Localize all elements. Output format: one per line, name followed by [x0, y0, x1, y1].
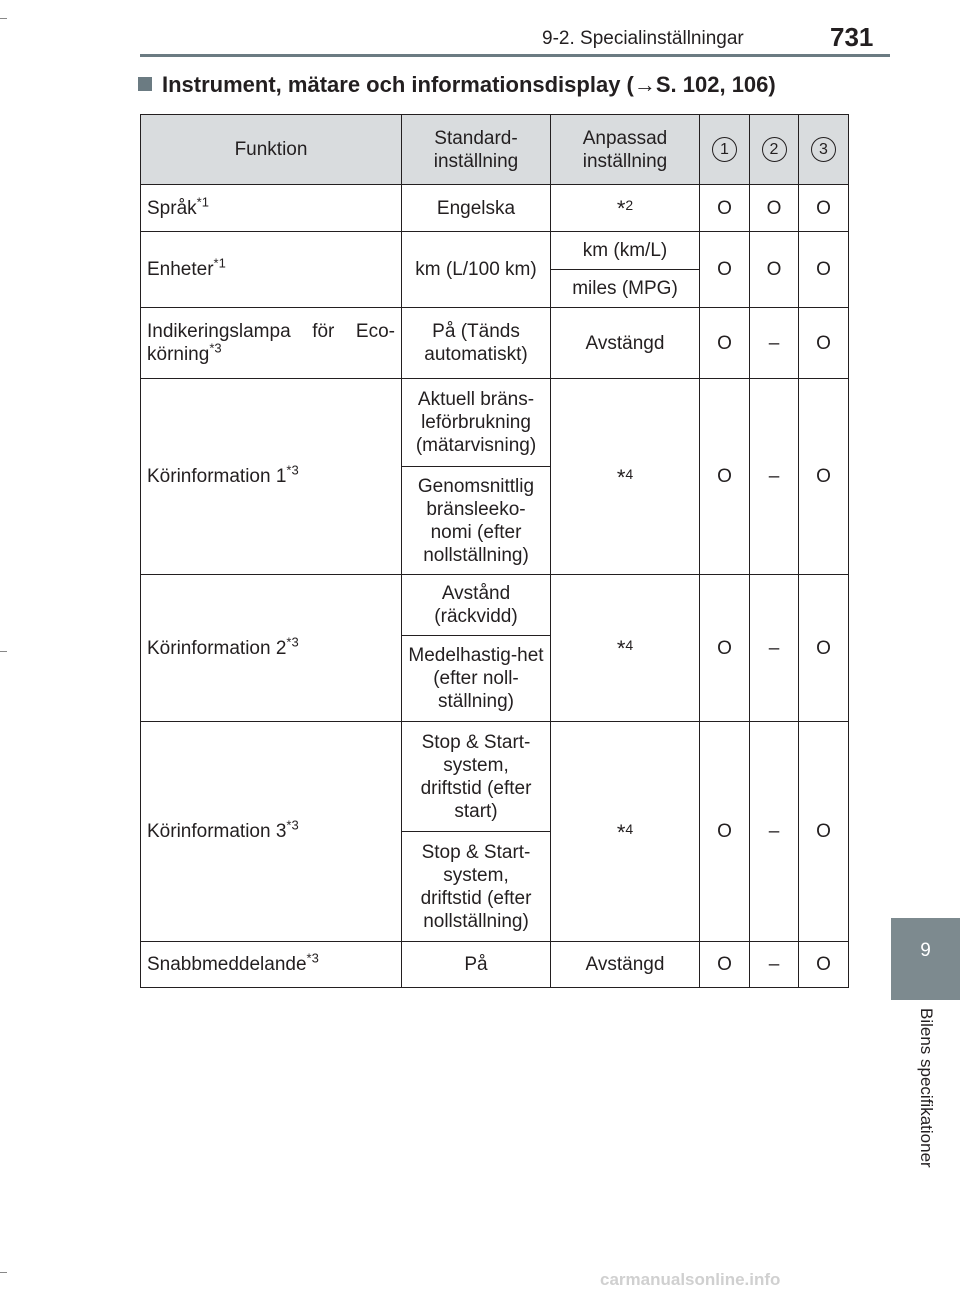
cell-c1: O: [700, 185, 750, 232]
cell-standard: Engelska: [402, 185, 551, 232]
chapter-label-tab: [891, 1000, 960, 1303]
cell-c1: O: [700, 722, 750, 942]
table-row: [141, 722, 849, 832]
cell-standard: km (L/100 km): [402, 232, 551, 308]
circled-number-1: 1: [712, 137, 737, 162]
cell-anpassad: miles (MPG): [551, 270, 700, 308]
cell-anpassad: [551, 379, 700, 575]
footnote-ref: *3: [286, 462, 299, 478]
cell-anpassad: [551, 722, 700, 942]
cell-anpassad: km (km/L): [551, 232, 700, 270]
cell-funktion: [141, 722, 402, 942]
settings-table: [140, 114, 849, 988]
funktion-text: Språk: [147, 197, 197, 219]
square-bullet-icon: [138, 77, 152, 91]
cell-standard: På: [402, 942, 551, 988]
cell-standard: Medelhastig-het (efter noll-ställning): [402, 636, 551, 722]
page-number: 731: [830, 22, 874, 52]
funktion-text: Körinformation 1: [147, 466, 287, 487]
footnote-ref: *1: [213, 255, 226, 271]
cell-anpassad: Avstängd: [551, 942, 700, 988]
table-header-row: [141, 115, 849, 185]
funktion-text: Körinformation 3: [147, 821, 287, 842]
table-row: [141, 942, 849, 988]
cell-c2: –: [750, 575, 799, 722]
footnote-number: 4: [625, 465, 634, 482]
cell-c3: O: [799, 575, 849, 722]
chapter-label: Bilens specifikationer: [916, 1008, 936, 1168]
crop-mark: [0, 651, 7, 652]
table-row: [141, 185, 849, 232]
cell-c3: O: [799, 942, 849, 988]
funktion-text: Snabbmeddelande: [147, 954, 307, 975]
cell-funktion: [141, 308, 402, 379]
cell-c2: –: [750, 722, 799, 942]
cell-funktion: [141, 942, 402, 988]
footnote-ref: *1: [196, 194, 209, 210]
cell-standard: Aktuell bräns-leförbrukning (mätarvisning): [402, 379, 551, 467]
cell-c2: –: [750, 942, 799, 988]
cell-anpassad: Avstängd: [551, 308, 700, 379]
cell-funktion: [141, 185, 402, 232]
cell-c2: –: [750, 379, 799, 575]
footnote-ref: *3: [306, 950, 319, 966]
chapter-number: 9: [920, 940, 931, 961]
col-header-standard: Standard- inställning: [402, 115, 551, 185]
cell-anpassad: [551, 185, 700, 232]
footnote-asterisk: *: [616, 464, 626, 490]
cell-c3: O: [799, 308, 849, 379]
cell-funktion: [141, 379, 402, 575]
footnote-asterisk: *: [616, 819, 626, 845]
table-row: [141, 232, 849, 270]
funktion-text: Enheter: [147, 259, 214, 280]
col-header-2: [750, 115, 799, 185]
footnote-ref: *3: [286, 817, 299, 833]
cell-standard: På (Tänds automatiskt): [402, 308, 551, 379]
crop-mark: [0, 18, 7, 19]
section-title-text: Instrument, mätare och informationsdisplay (→S. 102, 106): [162, 72, 776, 97]
cell-c2: –: [750, 308, 799, 379]
cell-c1: O: [700, 942, 750, 988]
header-rule: [140, 54, 890, 57]
footnote-asterisk: *: [616, 196, 626, 221]
col-header-3: [799, 115, 849, 185]
col-header-1: [700, 115, 750, 185]
cell-c1: O: [700, 575, 750, 722]
cell-c3: O: [799, 379, 849, 575]
circled-number-2: 2: [762, 137, 787, 162]
cell-standard: Avstånd (räckvidd): [402, 575, 551, 636]
cell-funktion: [141, 232, 402, 308]
circled-number-3: 3: [811, 137, 836, 162]
cell-c1: O: [700, 308, 750, 379]
cell-standard: Stop & Start-system, driftstid (efter nollställning): [402, 832, 551, 942]
table-row: [141, 379, 849, 467]
col-header-funktion: Funktion: [141, 115, 402, 185]
cell-c1: O: [700, 232, 750, 308]
crop-mark: [0, 1272, 7, 1273]
table-row: [141, 308, 849, 379]
cell-c1: O: [700, 379, 750, 575]
footnote-asterisk: *: [616, 636, 626, 661]
cell-anpassad: [551, 575, 700, 722]
section-title: [138, 72, 776, 98]
cell-c3: O: [799, 232, 849, 308]
cell-c3: O: [799, 185, 849, 232]
cell-standard: Genomsnittlig bränsleeko-nomi (efter nollställning): [402, 467, 551, 575]
footnote-ref: *3: [209, 340, 222, 356]
section-heading: 9-2. Specialinställningar: [542, 28, 744, 49]
watermark[interactable]: carmanualsonline.info: [600, 1270, 781, 1289]
cell-c2: O: [750, 232, 799, 308]
footnote-number: 4: [625, 637, 634, 653]
cell-funktion: [141, 575, 402, 722]
footnote-number: 4: [625, 820, 634, 837]
funktion-text: Körinformation 2: [147, 637, 287, 659]
cell-standard: Stop & Start-system, driftstid (efter start): [402, 722, 551, 832]
table-row: [141, 575, 849, 636]
cell-c3: O: [799, 722, 849, 942]
col-header-anpassad: Anpassad inställning: [551, 115, 700, 185]
footnote-ref: *3: [286, 634, 299, 650]
cell-c2: O: [750, 185, 799, 232]
funktion-text: Indikeringslampa för Eco-körning: [147, 321, 395, 365]
footnote-number: 2: [625, 197, 634, 213]
